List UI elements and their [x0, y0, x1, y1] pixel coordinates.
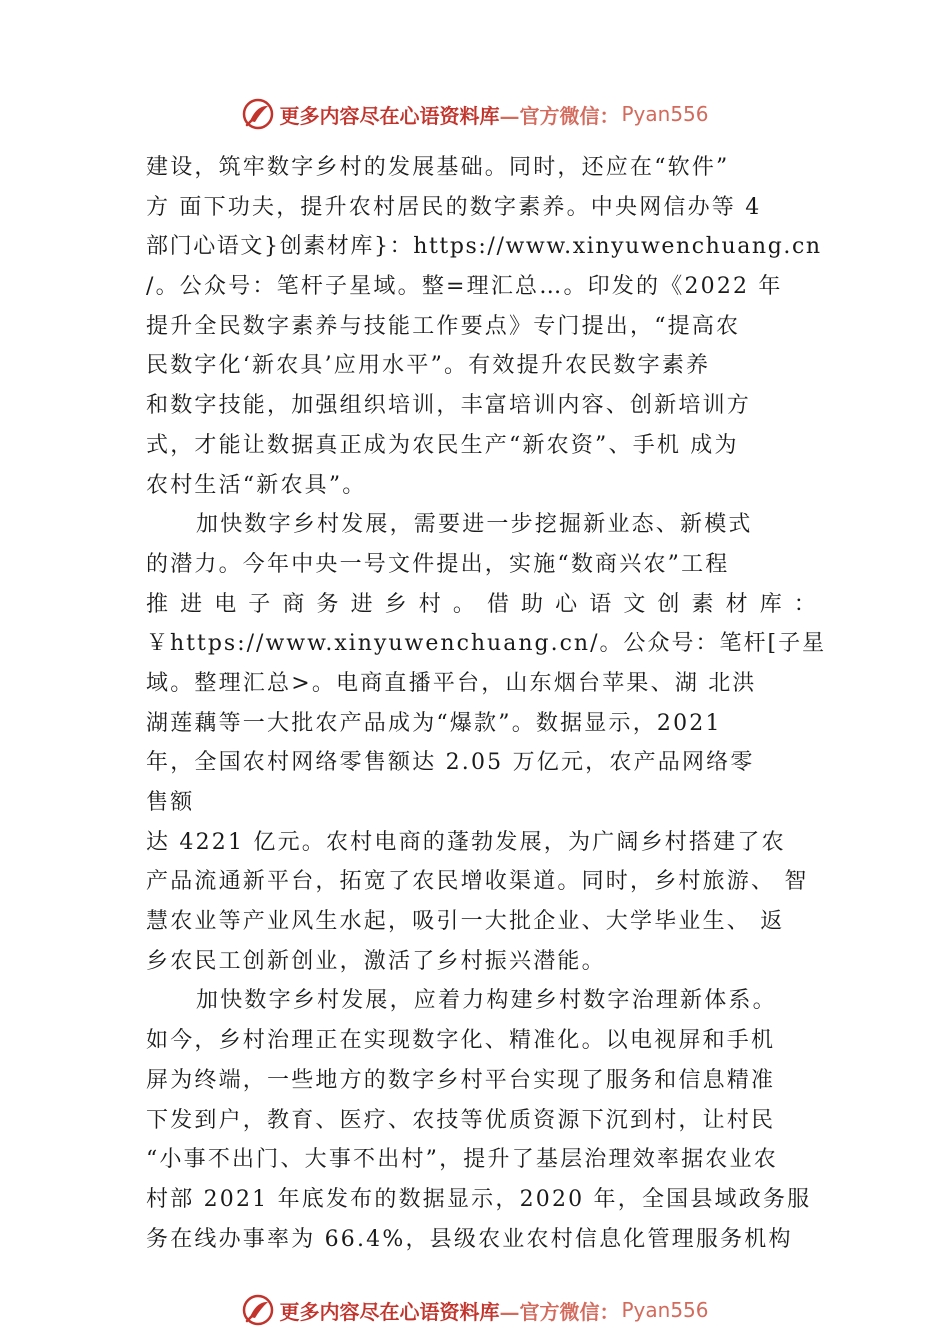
text-line: 下发到户，教育、医疗、农技等优质资源下沉到村，让村民 [146, 1107, 776, 1133]
watermark-subtitle: —官方微信： [499, 103, 620, 128]
watermark-header [0, 94, 950, 134]
text-line: 屏为终端，一些地方的数字乡村平台实现了服务和信息精准 [146, 1067, 776, 1093]
brush-seal-logo-icon [241, 97, 275, 131]
text-line: 和数字技能，加强组织培训，丰富培训内容、创新培训方 [146, 393, 752, 419]
article-body [146, 148, 827, 1259]
watermark-id: Pyan556 [621, 1298, 709, 1322]
text-line: 推 进 电 子 商 务 进 乡 村 。 借 助 心 语 文 创 素 材 库 ： [146, 591, 818, 617]
watermark-subtitle: —官方微信： [499, 1299, 620, 1324]
text-line: 加快数字乡村发展，应着力构建乡村数字治理新体系。 [196, 988, 777, 1014]
brush-seal-logo-icon [241, 1293, 275, 1327]
text-line: 民数字化‘新农具’应用水平”。有效提升农民数字素养 [146, 353, 711, 379]
text-line: 加快数字乡村发展，需要进一步挖掘新业态、新模式 [196, 512, 753, 538]
text-line: 域。整理汇总>。电商直播平台，山东烟台苹果、湖 北洪 [146, 670, 757, 696]
text-line: 售额 [146, 790, 195, 815]
text-line: 的潜力。今年中央一号文件提出，实施“数商兴农”工程 [146, 551, 730, 577]
watermark-footer [0, 1290, 950, 1330]
text-line: 部门心语文}创素材库}：https://www.xinyuwenchuang.cn [146, 234, 822, 260]
watermark-id: Pyan556 [621, 102, 709, 126]
text-line: 提升全民数字素养与技能工作要点》专门提出，“提高农 [146, 313, 741, 339]
text-line: 年，全国农村网络零售额达 2.05 万亿元，农产品网络零 [146, 750, 755, 776]
text-line: 乡农民工创新创业，激活了乡村振兴潜能。 [146, 948, 606, 974]
text-line: 慧农业等产业风生水起，吸引一大批企业、大学毕业生、 返 [146, 909, 785, 935]
watermark-title: 更多内容尽在心语资料库 [279, 1299, 500, 1324]
text-line: 式，才能让数据真正成为农民生产“新农资”、手机 成为 [146, 432, 739, 458]
text-line: 达 4221 亿元。农村电商的蓬勃发展，为广阔乡村搭建了农 [146, 829, 786, 855]
text-line: 建设，筑牢数字乡村的发展基础。同时，还应在“软件” [146, 155, 730, 180]
text-line: ￥https://www.xinyuwenchuang.cn/。公众号：笔杆[子星 [146, 631, 827, 657]
text-line: 方 面下功夫，提升农村居民的数字素养。中央网信办等 4 [146, 194, 762, 220]
text-line: 村部 2021 年底发布的数据显示，2020 年，全国县域政务服 [146, 1186, 812, 1212]
text-line: 产品流通新平台，拓宽了农民增收渠道。同时，乡村旅游、 智 [146, 869, 809, 895]
watermark-title: 更多内容尽在心语资料库 [279, 103, 500, 128]
text-line: 农村生活“新农具”。 [146, 472, 367, 498]
text-line: 务在线办事率为 66.4%，县级农业农村信息化管理服务机构 [146, 1226, 793, 1252]
text-line: 如今，乡村治理正在实现数字化、精准化。以电视屏和手机 [146, 1028, 776, 1054]
text-line: 湖莲藕等一大批农产品成为“爆款”。数据显示，2021 [146, 710, 722, 736]
text-line: /。公众号：笔杆子星域。整=理汇总…。印发的《2022 年 [146, 274, 783, 300]
text-line: “小事不出门、大事不出村”，提升了基层治理效率据农业农 [146, 1147, 778, 1173]
